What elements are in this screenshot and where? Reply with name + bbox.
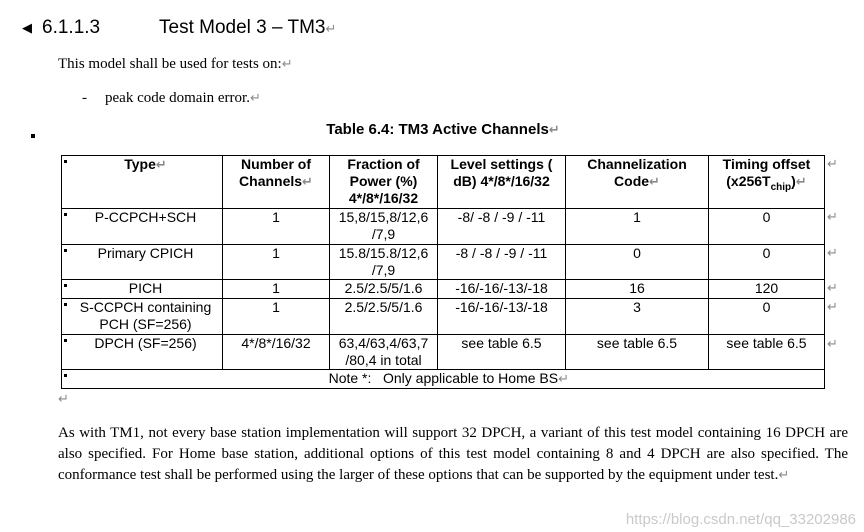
- body-paragraph: As with TM1, not every base station implementation will support 32 DPCH, a variant of this test model containing 16 DPCH are also specified. For Home base station, additional options of this test model containing 8 and 4 DPCH are also specified. The conformance test shall be performed using the larger of these options that can be supported by the equipment under test.↵: [58, 425, 848, 483]
- cell-number: 1: [223, 280, 330, 299]
- cell-power: 15.8/15.8/12,6 /7,9: [330, 245, 438, 280]
- cell-timing: see table 6.5: [709, 335, 825, 370]
- table-row: [62, 335, 825, 370]
- paragraph-mark-icon: ↵: [548, 123, 560, 138]
- cell-type: S-CCPCH containing PCH (SF=256): [62, 299, 223, 335]
- row-end-mark-icon: ↵: [827, 337, 838, 352]
- cell-level: -8/ -8 / -9 / -11: [438, 209, 566, 245]
- row-end-mark-icon: ↵: [827, 300, 838, 315]
- header-fraction-of-power: Fraction of Power (%) 4*/8*/16/32: [330, 156, 438, 209]
- cell-timing: 120: [709, 280, 825, 299]
- header-type: Type↵: [62, 156, 223, 209]
- paragraph-mark-icon: ↵: [58, 392, 69, 407]
- cell-type: P-CCPCH+SCH: [62, 209, 223, 245]
- cell-number: 1: [223, 299, 330, 335]
- cell-timing: 0: [709, 299, 825, 335]
- section-number: 6.1.1.3: [42, 17, 101, 38]
- row-end-mark-icon: ↵: [827, 157, 838, 172]
- table-note: Note *: Only applicable to Home BS↵: [62, 370, 825, 389]
- bullet-dash: -: [82, 90, 87, 106]
- cell-code: 1: [566, 209, 709, 245]
- cell-number: 4*/8*/16/32: [223, 335, 330, 370]
- table-note-row: [62, 370, 825, 389]
- paragraph-mark-icon: ↵: [249, 91, 261, 106]
- cell-code: 3: [566, 299, 709, 335]
- bullet-item: [82, 88, 261, 109]
- paragraph-mark-icon: ↵: [325, 22, 337, 37]
- bullet-text: peak code domain error.: [105, 90, 250, 106]
- cell-number: 1: [223, 209, 330, 245]
- table-row: [62, 299, 825, 335]
- paragraph-mark-icon: ↵: [778, 468, 790, 483]
- cell-level: -16/-16/-13/-18: [438, 299, 566, 335]
- header-timing-offset: Timing offset $(x256T_{chip})↵$: [709, 156, 825, 209]
- table-header-row: [62, 156, 825, 209]
- header-level-settings: Level settings ( dB) 4*/8*/16/32: [438, 156, 566, 209]
- note-text: Only applicable to Home BS: [383, 370, 559, 386]
- table-caption: Table 6.4: TM3 Active Channels↵: [326, 121, 560, 138]
- note-label: Note *:: [328, 370, 372, 386]
- cell-code: 0: [566, 245, 709, 280]
- cell-power: 15,8/15,8/12,6 /7,9: [330, 209, 438, 245]
- row-end-mark-icon: ↵: [827, 246, 838, 261]
- intro-paragraph: This model shall be used for tests on:↵: [58, 56, 293, 72]
- cell-number: 1: [223, 245, 330, 280]
- active-channels-table: [61, 155, 825, 389]
- cell-power: 2.5/2.5/5/1.6: [330, 280, 438, 299]
- cell-level: -16/-16/-13/-18: [438, 280, 566, 299]
- cell-power: 2.5/2.5/5/1.6: [330, 299, 438, 335]
- table-row: [62, 209, 825, 245]
- cell-timing: 0: [709, 245, 825, 280]
- section-title: Test Model 3 – TM3↵: [159, 17, 337, 38]
- row-end-mark-icon: ↵: [827, 210, 838, 225]
- cell-type: DPCH (SF=256): [62, 335, 223, 370]
- cell-code: see table 6.5: [566, 335, 709, 370]
- cell-type: PICH: [62, 280, 223, 299]
- cell-level: see table 6.5: [438, 335, 566, 370]
- cell-code: 16: [566, 280, 709, 299]
- table-row: [62, 245, 825, 280]
- header-channelization-code: Channelization Code↵: [566, 156, 709, 209]
- watermark: https://blog.csdn.net/qq_33202986: [625, 511, 856, 528]
- collapse-triangle-icon[interactable]: ◀: [22, 20, 32, 35]
- paragraph-mark-icon: ↵: [281, 57, 293, 72]
- cell-timing: 0: [709, 209, 825, 245]
- cell-level: -8 / -8 / -9 / -11: [438, 245, 566, 280]
- cell-type: Primary CPICH: [62, 245, 223, 280]
- header-number-of-channels: Number of Channels↵: [223, 156, 330, 209]
- table-row: [62, 280, 825, 299]
- cell-power: 63,4/63,4/63,7 /80,4 in total: [330, 335, 438, 370]
- row-end-mark-icon: ↵: [827, 281, 838, 296]
